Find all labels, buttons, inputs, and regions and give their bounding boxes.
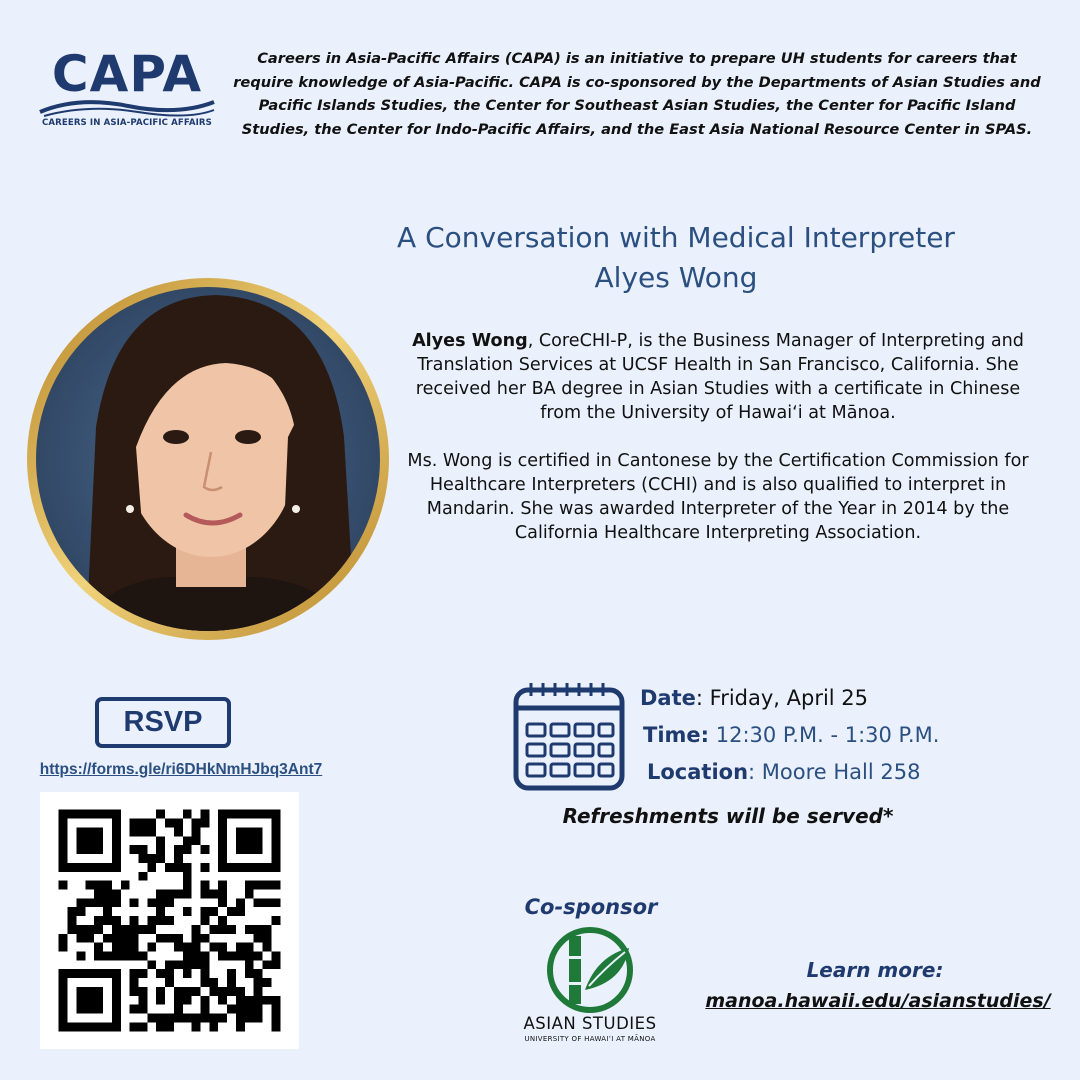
refreshments-note: Refreshments will be served* (562, 804, 894, 828)
time-label: Time: (643, 723, 710, 747)
intro-paragraph (222, 47, 1052, 141)
logo-swoosh-icon (38, 94, 216, 118)
speaker-name: Alyes Wong (412, 331, 528, 351)
rsvp-link[interactable]: https://forms.gle/ri6DHkNmHJbq3Ant7 (39, 761, 323, 778)
learn-more-label: Learn more: (806, 958, 944, 982)
bio-text: , CoreCHI-P, is the Business Manager of Interpreting and Translation Services at UCSF Health in San Francisco, California. She received her BA degree in Asian Studies with a certificate in Chinese from the University of Hawaiʻi at Mānoa. (415, 331, 1024, 423)
bamboo-leaf-logo (545, 926, 635, 1014)
logo-tagline: CAREERS IN ASIA-PACIFIC AFFAIRS (42, 118, 212, 128)
date-value: : Friday, April 25 (695, 686, 869, 710)
location-label: Location (647, 760, 749, 784)
time-detail (643, 723, 939, 747)
asian-studies-name: ASIAN STUDIES (523, 1014, 657, 1033)
title-line: Alyes Wong (594, 261, 758, 294)
time-value: 12:30 P.M. - 1:30 P.M. (709, 723, 940, 747)
intro-line: Pacific Islands Studies, the Center for Southeast Asian Studies, the Center for Pacific Island (258, 97, 1016, 115)
speaker-bio (402, 329, 1034, 569)
date-label: Date (640, 686, 696, 710)
rsvp-button[interactable]: RSVP (95, 697, 231, 748)
asian-studies-subtitle: UNIVERSITY OF HAWAIʻI AT MĀNOA (524, 1035, 656, 1043)
location-value: : Moore Hall 258 (748, 760, 921, 784)
qr-code[interactable] (40, 792, 299, 1049)
intro-line: require knowledge of Asia-Pacific. CAPA is co-sponsored by the Departments of Asian Studies and (233, 73, 1041, 91)
capa-logo (38, 46, 216, 136)
cosponsor-heading: Co-sponsor (524, 895, 658, 919)
intro-line: Careers in Asia-Pacific Affairs (CAPA) is an initiative to prepare UH students for careers that (257, 50, 1017, 67)
intro-line: Studies, the Center for Indo-Pacific Affairs, and the East Asia National Resource Center in SPAS. (241, 120, 1033, 138)
bio-paragraph-2: Ms. Wong is certified in Cantonese by the Certification Commission for Healthcare Interpreters (CCHI) and is also qualified to interpret in Mandarin. She was awarded Interpreter of the Year in 2014 by the California Healthcare Interpreting Association. (407, 451, 1029, 543)
logo-word: CAPA (51, 45, 203, 103)
calendar-icon (513, 680, 625, 792)
speaker-portrait (26, 277, 390, 641)
location-detail (647, 760, 920, 784)
title-line: A Conversation with Medical Interpreter (397, 221, 955, 254)
event-title (340, 218, 1012, 298)
learn-more-link[interactable]: manoa.hawaii.edu/asianstudies/ (705, 990, 1051, 1012)
bio-paragraph-1 (402, 329, 1034, 425)
date-detail (640, 686, 868, 710)
